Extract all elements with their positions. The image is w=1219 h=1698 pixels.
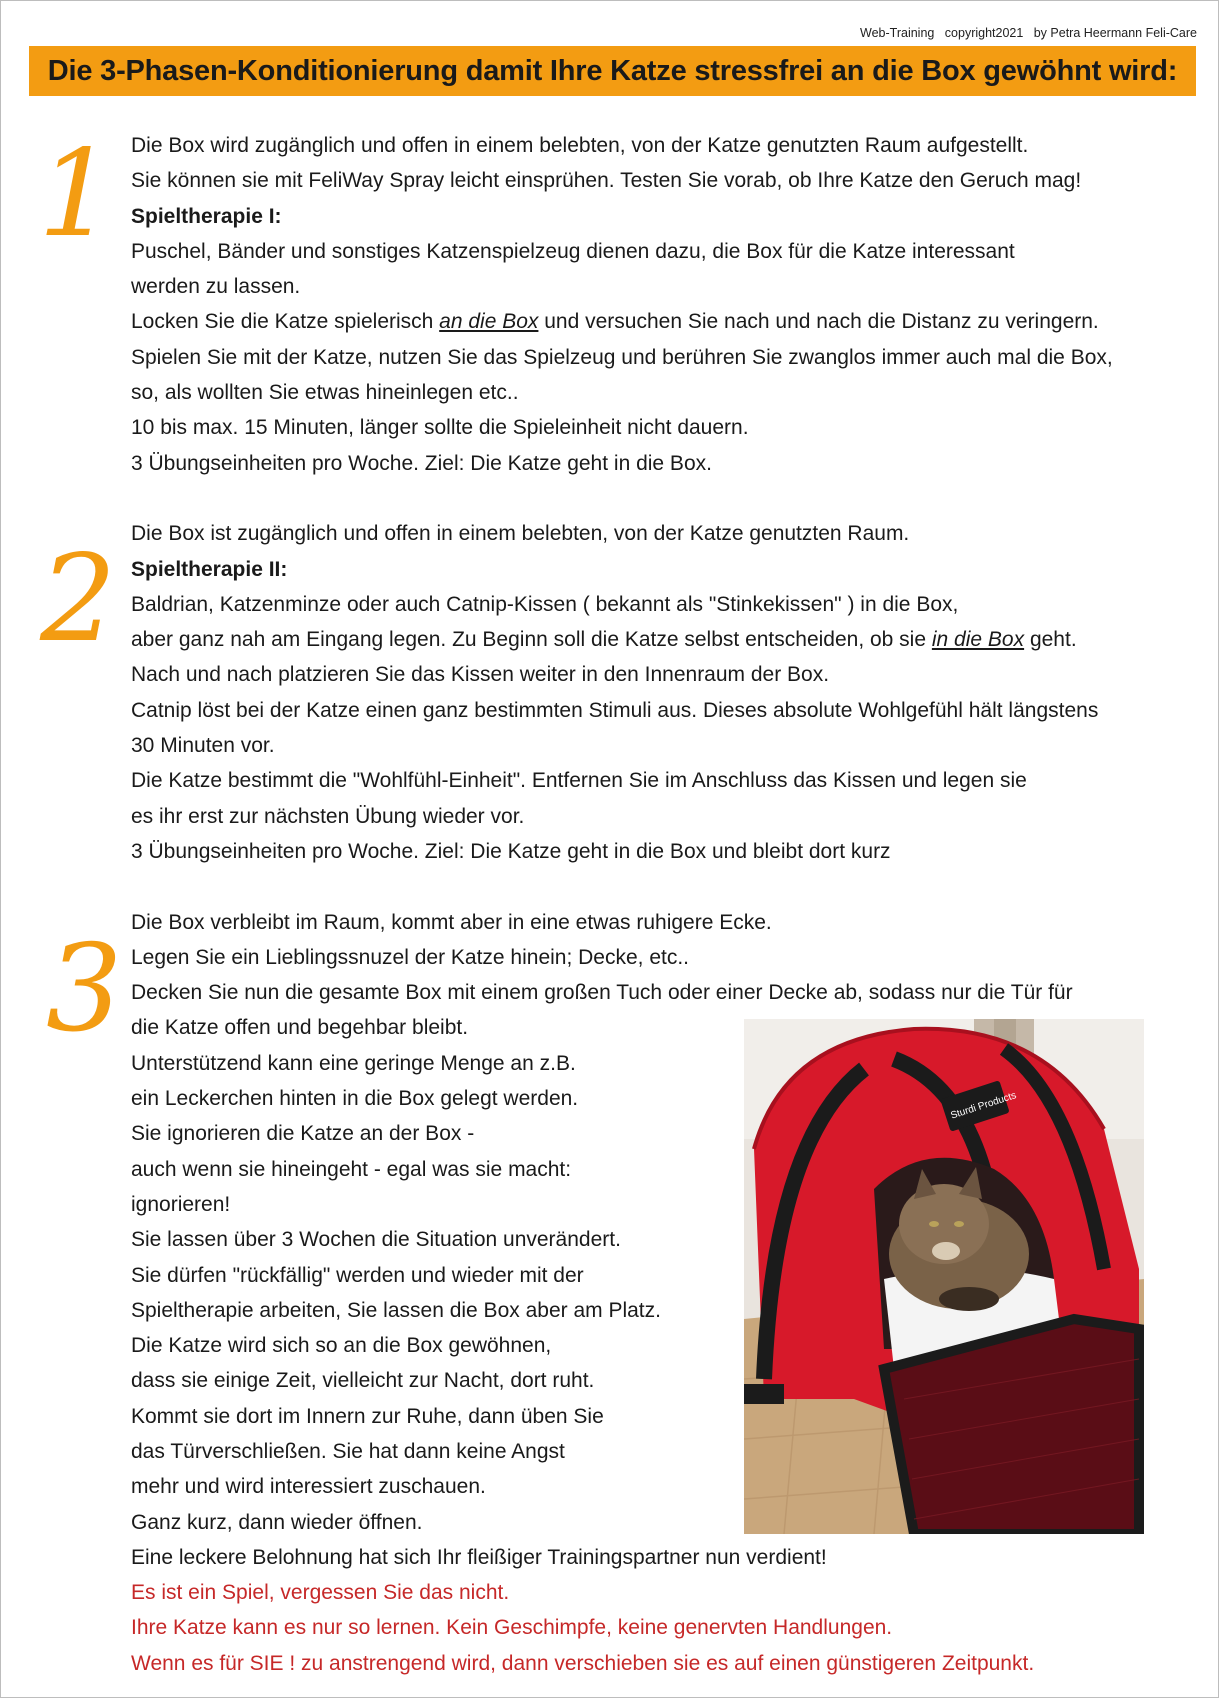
text-segment: Locken Sie die Katze spielerisch: [131, 310, 440, 334]
text-line: Spieltherapie arbeiten, Sie lassen die Box aber am Platz.: [131, 1298, 661, 1322]
text-line: Sie lassen über 3 Wochen die Situation unverändert.: [131, 1228, 621, 1252]
phase-number-1: 1: [38, 125, 115, 264]
phase-number-2: 2: [40, 530, 117, 669]
text-line: es ihr erst zur nächsten Übung wieder vor.: [131, 804, 525, 828]
text-line: Catnip löst bei der Katze einen ganz bestimmten Stimuli aus. Dieses absolute Wohlgefühl hält längstens: [131, 698, 1099, 722]
section-heading: Spieltherapie II:: [131, 557, 288, 581]
text-line: dass sie einige Zeit, vielleicht zur Nacht, dort ruht.: [131, 1369, 595, 1393]
text-line: so, als wollten Sie etwas hineinlegen etc..: [131, 381, 519, 405]
phase-1-section: [131, 128, 1171, 481]
text-line: das Türverschließen. Sie hat dann keine Angst: [131, 1439, 565, 1463]
text-line: Die Box wird zugänglich und offen in einem belebten, von der Katze genutzten Raum aufgestellt.: [131, 134, 1029, 157]
text-line: die Katze offen und begehbar bleibt.: [131, 1016, 469, 1040]
text-line: 3 Übungseinheiten pro Woche. Ziel: Die Katze geht in die Box.: [131, 451, 712, 475]
cat-in-carrier-photo: [744, 1019, 1144, 1534]
text-line: Ganz kurz, dann wieder öffnen.: [131, 1510, 423, 1534]
phase-2-section: [131, 516, 1171, 869]
text-line: Kommt sie dort im Innern zur Ruhe, dann üben Sie: [131, 1404, 604, 1428]
text-line: werden zu lassen.: [131, 275, 301, 299]
emphasis-text: in die Box: [931, 628, 1025, 652]
text-line: [131, 622, 1171, 657]
text-segment: geht.: [1024, 628, 1077, 652]
text-line: Baldrian, Katzenminze oder auch Catnip-Kissen ( bekannt als "Stinkekissen" ) in die Box,: [131, 592, 959, 616]
title-banner: [29, 46, 1196, 96]
text-line: Sie ignorieren die Katze an der Box -: [131, 1122, 475, 1146]
text-line: [131, 304, 1171, 339]
text-segment: aber ganz nah am Eingang legen. Zu Beginn soll die Katze selbst entscheiden, ob sie: [131, 628, 932, 652]
text-line: Die Katze bestimmt die "Wohlfühl-Einheit". Entfernen Sie im Anschluss das Kissen und legen sie: [131, 769, 1027, 793]
text-line: Sie dürfen "rückfällig" werden und wieder mit der: [131, 1263, 584, 1287]
text-line: Decken Sie nun die gesamte Box mit einem großen Tuch oder einer Decke ab, sodass nur die Tür für: [131, 981, 1073, 1005]
text-line: 3 Übungseinheiten pro Woche. Ziel: Die Katze geht in die Box und bleibt dort kurz: [131, 839, 891, 863]
text-line: Unterstützend kann eine geringe Menge an z.B.: [131, 1051, 576, 1075]
text-line: Die Box ist zugänglich und offen in einem belebten, von der Katze genutzten Raum.: [131, 522, 910, 546]
text-line: Spielen Sie mit der Katze, nutzen Sie das Spielzeug und berühren Sie zwanglos immer auch mal die Box,: [131, 345, 1113, 369]
phase-number-3: 3: [46, 920, 123, 1059]
text-line: Puschel, Bänder und sonstiges Katzenspielzeug dienen dazu, die Box für die Katze interessant: [131, 239, 1015, 263]
warning-line: Es ist ein Spiel, vergessen Sie das nicht.: [131, 1581, 510, 1605]
text-line: mehr und wird interessiert zuschauen.: [131, 1475, 486, 1499]
section-heading: Spieltherapie I:: [131, 204, 282, 228]
text-line: Die Katze wird sich so an die Box gewöhnen,: [131, 1334, 552, 1358]
cat-carrier-illustration: [744, 1019, 1144, 1534]
text-line: Sie können sie mit FeliWay Spray leicht einsprühen. Testen Sie vorab, ob Ihre Katze den Geruch mag!: [131, 169, 1082, 193]
brand-label: Sturdi Products: [949, 1090, 1018, 1122]
page-title: Die 3-Phasen-Konditionierung damit Ihre Katze stressfrei an die Box gewöhnt wird:: [47, 54, 1178, 87]
text-line: auch wenn sie hineingeht - egal was sie macht:: [131, 1157, 572, 1181]
text-segment: und versuchen Sie nach und nach die Distanz zu veringern.: [538, 310, 1099, 334]
warning-line: Wenn es für SIE ! zu anstrengend wird, dann verschieben sie es auf einen günstigeren Zeitpunkt.: [131, 1651, 1035, 1675]
warning-line: Ihre Katze kann es nur so lernen. Kein Geschimpfe, keine genervten Handlungen.: [131, 1616, 893, 1640]
text-line: Nach und nach platzieren Sie das Kissen weiter in den Innenraum der Box.: [131, 663, 830, 687]
text-line: Legen Sie ein Lieblingssnuzel der Katze hinein; Decke, etc..: [131, 945, 690, 969]
text-line: ein Leckerchen hinten in die Box gelegt werden.: [131, 1087, 579, 1111]
text-line: Eine leckere Belohnung hat sich Ihr fleißiger Trainingspartner nun verdient!: [131, 1545, 827, 1569]
text-line: Die Box verbleibt im Raum, kommt aber in eine etwas ruhigere Ecke.: [131, 910, 772, 934]
emphasis-text: an die Box: [439, 310, 539, 334]
text-line: ignorieren!: [131, 1192, 231, 1216]
text-line: 10 bis max. 15 Minuten, länger sollte die Spieleinheit nicht dauern.: [131, 416, 749, 440]
text-line: 30 Minuten vor.: [131, 734, 275, 758]
copyright-note: Web-Training copyright2021 by Petra Heermann Feli-Care: [860, 26, 1197, 40]
